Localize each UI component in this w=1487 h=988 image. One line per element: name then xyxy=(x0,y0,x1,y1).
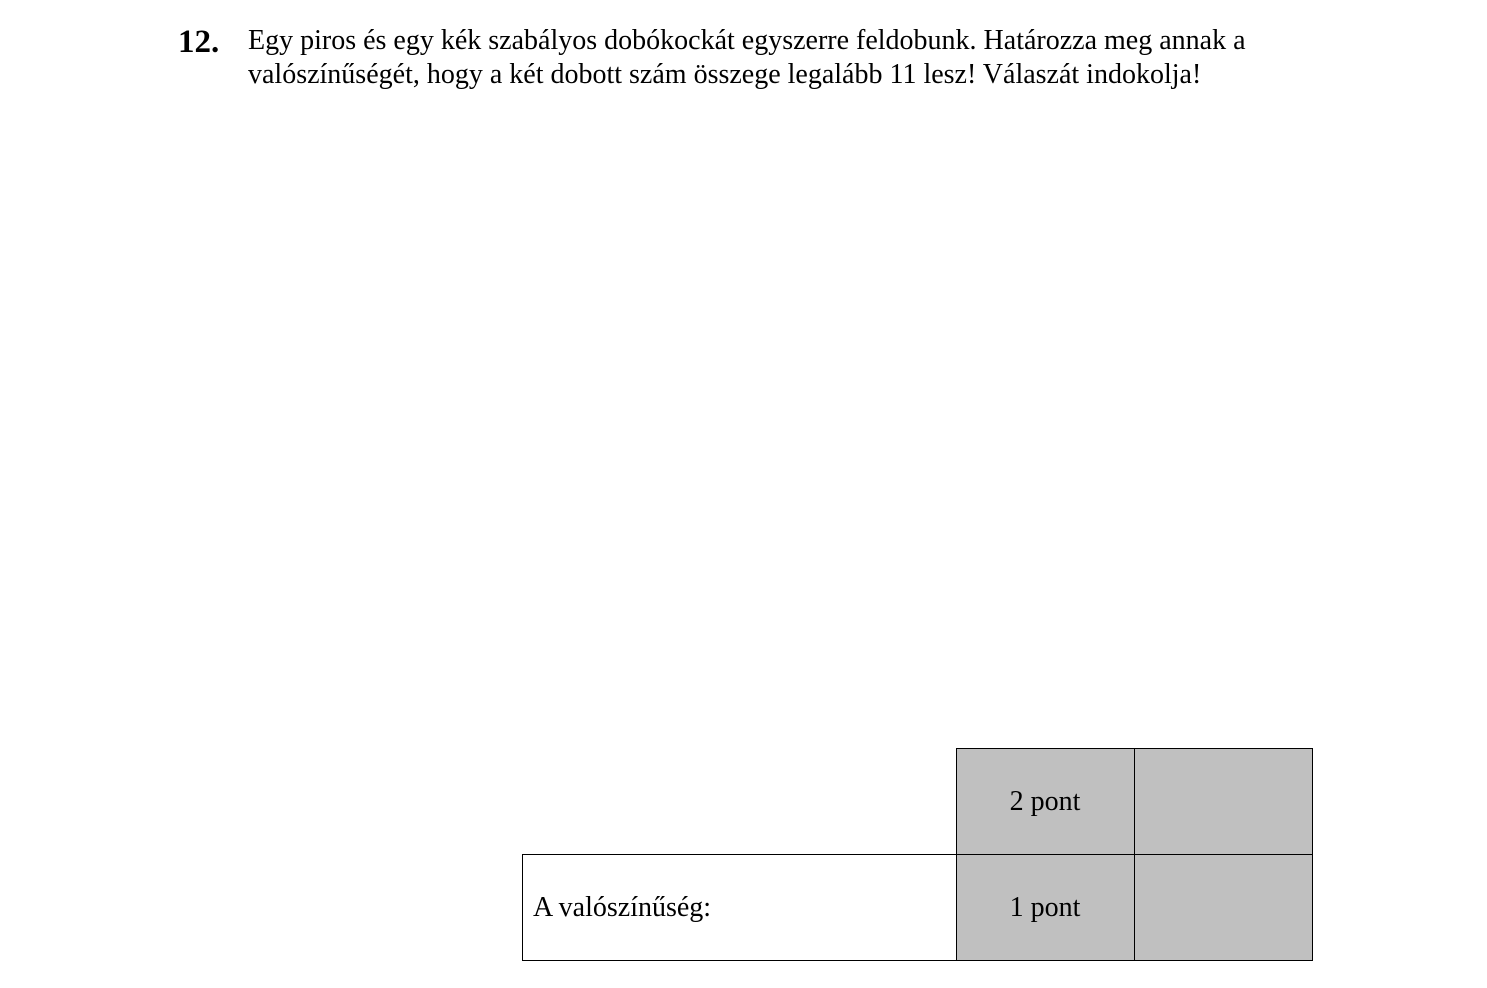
score-table xyxy=(522,748,1313,961)
problem-statement xyxy=(248,24,1328,92)
score-row-reasoning xyxy=(523,749,1313,855)
problem-text-line-2: valószínűségét, hogy a két dobott szám összege legalább 11 lesz! Válaszát indokolja! xyxy=(248,59,1202,90)
problem-number: 12. xyxy=(178,24,220,60)
score-row-label-empty xyxy=(523,749,957,855)
probability-answer-label: A valószínűség: xyxy=(523,855,957,961)
earned-points-cell[interactable] xyxy=(1134,855,1312,961)
earned-points-cell[interactable] xyxy=(1134,749,1312,855)
max-points-cell: 2 pont xyxy=(956,749,1134,855)
problem-text-line-1: Egy piros és egy kék szabályos dobókockát egyszerre feldobunk. Határozza meg annak a xyxy=(248,25,1246,56)
score-row-probability xyxy=(523,855,1313,961)
max-points-cell: 1 pont xyxy=(956,855,1134,961)
